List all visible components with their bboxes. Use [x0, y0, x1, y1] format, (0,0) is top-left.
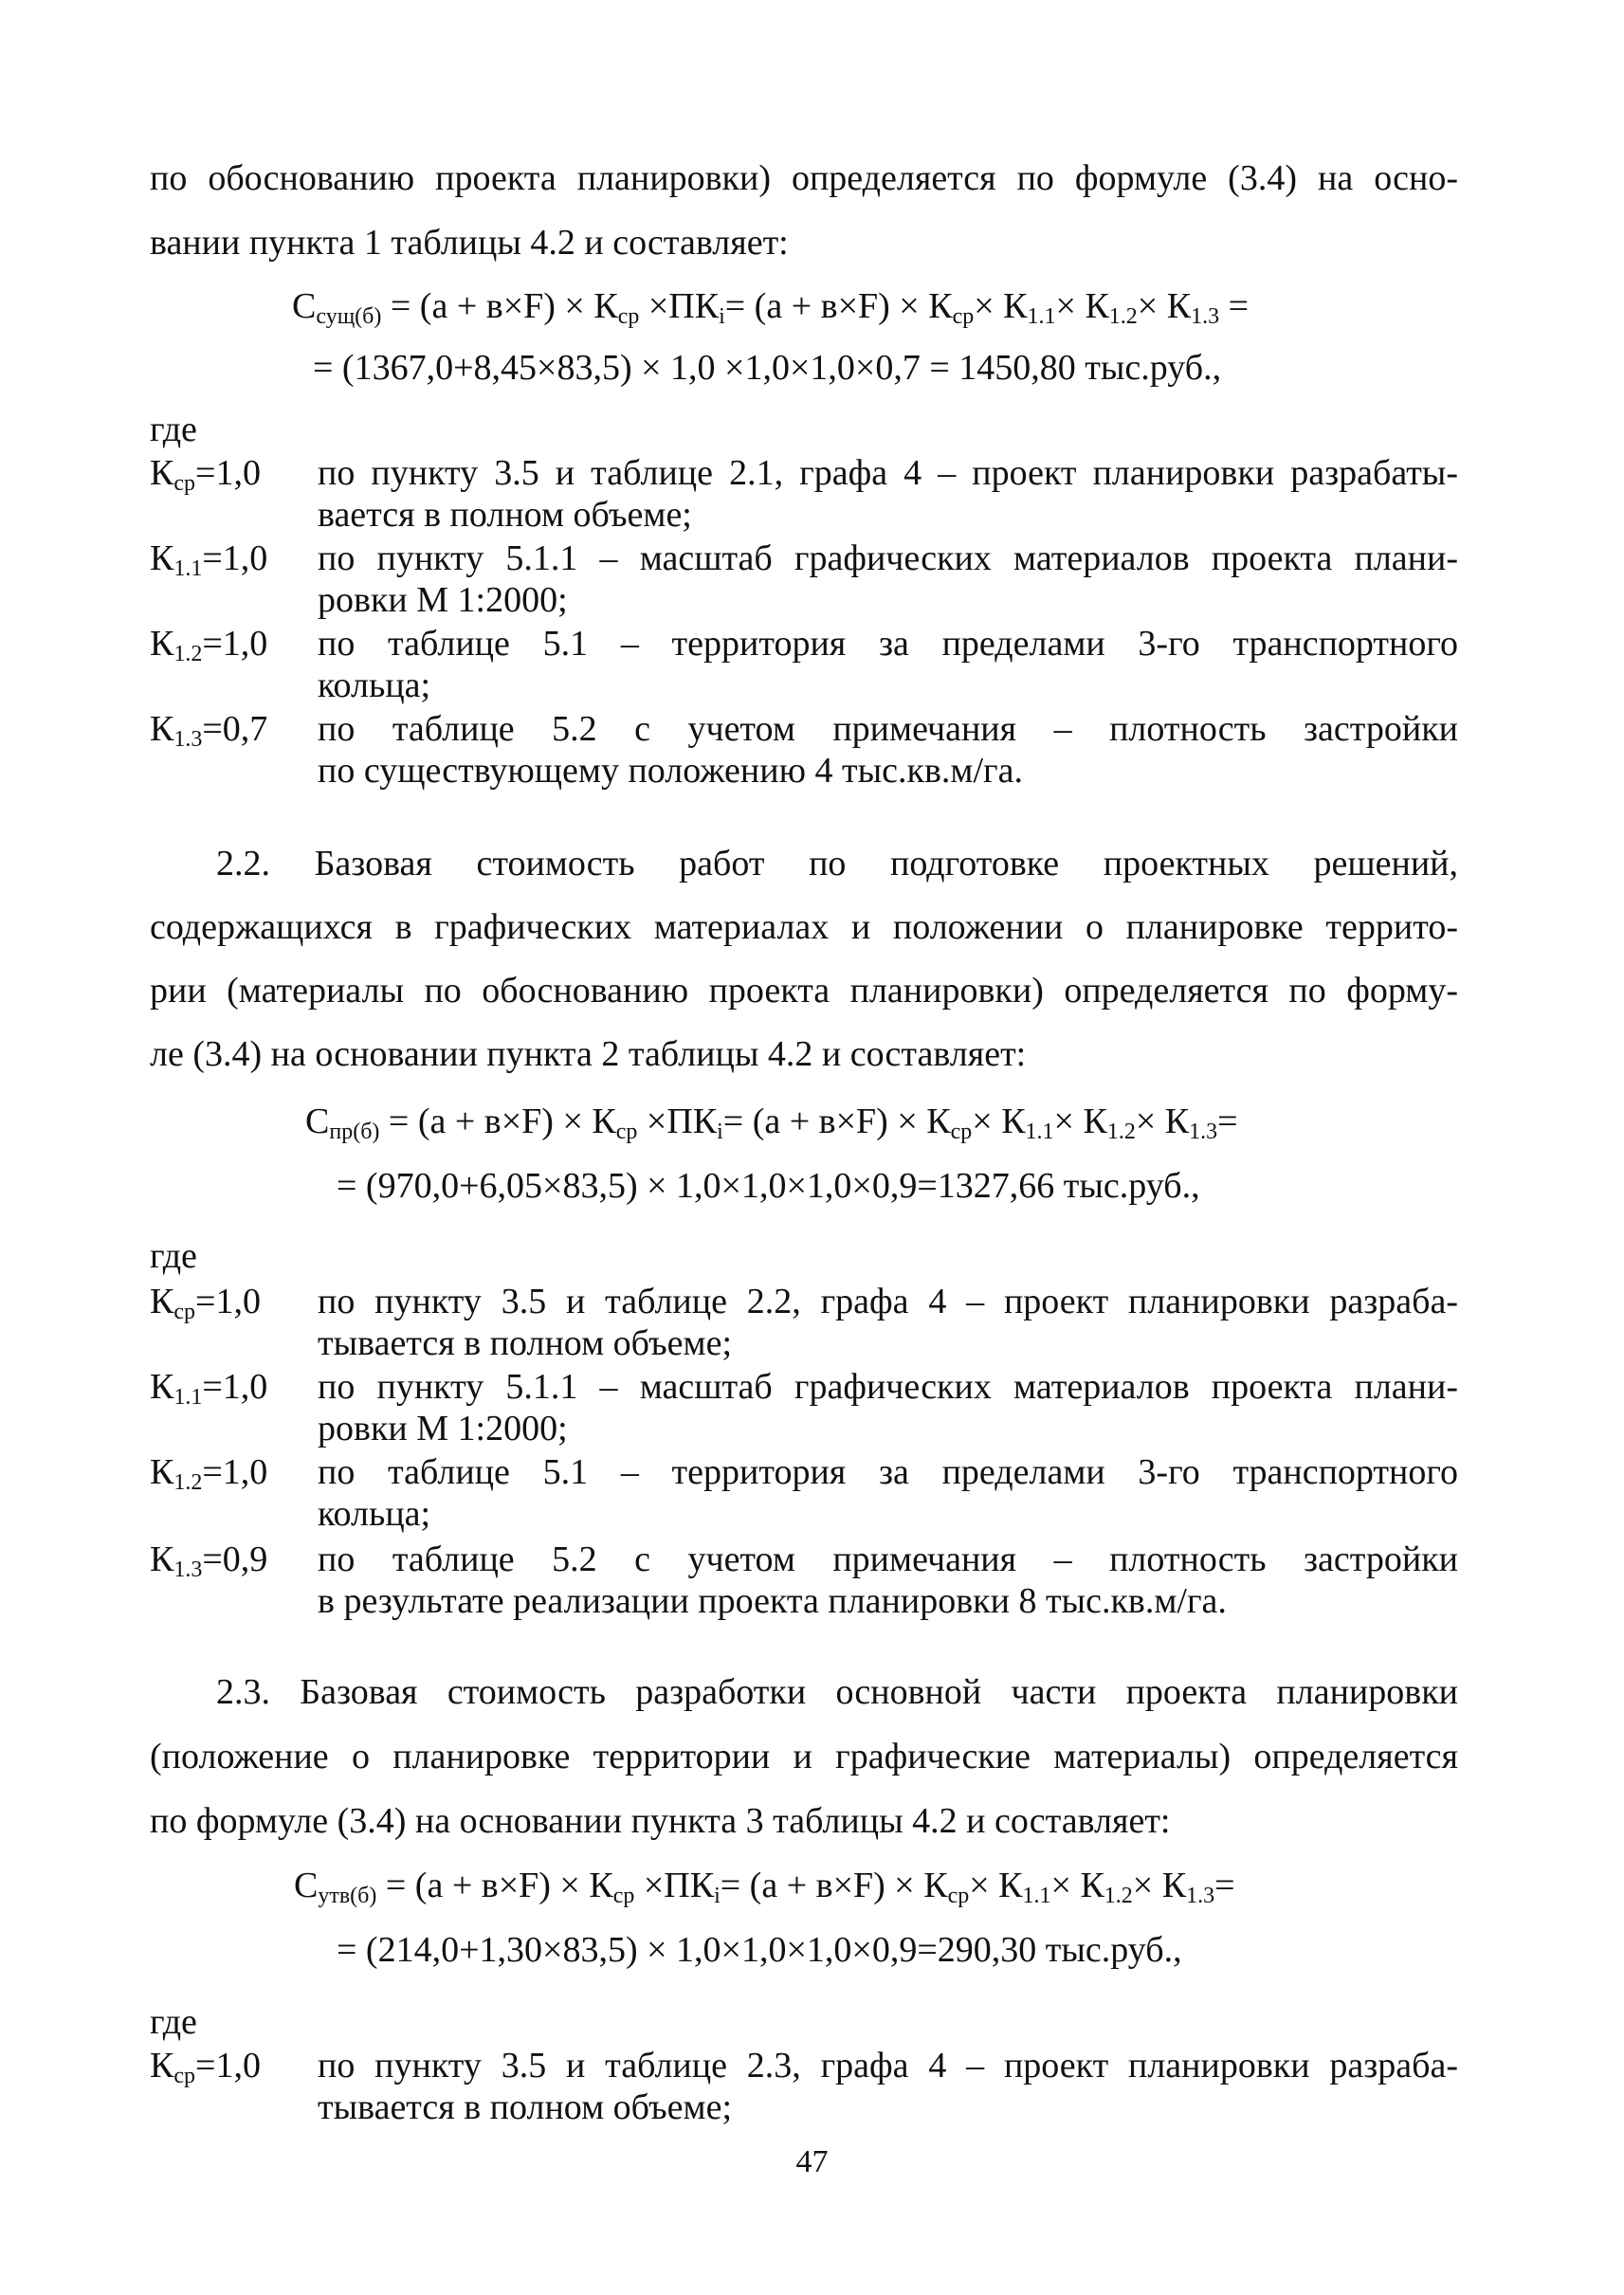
where-label: где [150, 410, 197, 449]
coef-definition: по таблице 5.2 с учетом примечания – плотность застройки [318, 709, 1458, 749]
coef-label: $К_{1.1}=1,0$ [150, 538, 268, 581]
coef-label: $К_{1.2}=1,0$ [150, 624, 268, 666]
paragraph-line: 2.2. Базовая стоимость работ по подготовке проектных решений, [216, 844, 1458, 883]
formula-line: $С_{утв(б)} = (а + в\times F) \times К_{ср} \times ПК_i= (а + в\times F) \times К_{ср}\times К_{1.1}\times К_{1.2}\times К_{1.3}=$ [294, 1866, 1235, 1908]
paragraph-line: содержащихся в графических материалах и положении о планировке террито- [150, 907, 1458, 947]
formula-calc: = (214,0+1,30×83,5) × 1,0×1,0×1,0×0,9=290,30 тыс.руб., [337, 1930, 1182, 1970]
formula-calc: = (1367,0+8,45×83,5) × 1,0 ×1,0×1,0×0,7 = 1450,80 тыс.руб., [313, 348, 1222, 388]
coef-definition: по пункту 5.1.1 – масштаб графических материалов проекта плани- [318, 1367, 1458, 1407]
coef-label: $К_{1.3}=0,9$ [150, 1539, 268, 1582]
coef-definition: по таблице 5.1 – территория за пределами 3-го транспортного [318, 1452, 1458, 1492]
paragraph-line: по обоснованию проекта планировки) определяется по формуле (3.4) на осно- [150, 158, 1458, 198]
coef-definition: по пункту 3.5 и таблице 2.1, графа 4 – проект планировки разрабаты- [318, 453, 1458, 493]
paragraph-line: ле (3.4) на основании пункта 2 таблицы 4.2 и составляет: [150, 1034, 1027, 1074]
formula-line: $С_{пр(б)} = (а + в\times F) \times К_{ср} \times ПК_i= (а + в\times F) \times К_{ср}\times К_{1.1}\times К_{1.2}\times К_{1.3}=$ [305, 1102, 1238, 1144]
coef-label: $К_{ср}=1,0$ [150, 2046, 261, 2088]
coef-label: $К_{1.3}=0,7$ [150, 709, 268, 752]
coef-definition: вается в полном объеме; [318, 495, 692, 535]
page-number: 47 [795, 2144, 829, 2179]
coef-label: $К_{1.2}=1,0$ [150, 1452, 268, 1495]
where-label: где [150, 2002, 197, 2042]
paragraph-line: по формуле (3.4) на основании пункта 3 таблицы 4.2 и составляет: [150, 1801, 1171, 1841]
coef-definition: кольца; [318, 1494, 431, 1534]
formula-line: $С_{сущ(б)} = (а + в\times F) \times К_{ср} \times ПК_i= (а + в\times F) \times К_{ср}\times К_{1.1}\times К_{1.2}\times К_{1.3}$ = [292, 286, 1250, 329]
coef-definition: по пункту 3.5 и таблице 2.2, графа 4 – проект планировки разраба- [318, 1282, 1458, 1321]
coef-definition: по таблице 5.2 с учетом примечания – плотность застройки [318, 1539, 1458, 1579]
coef-definition: по пункту 5.1.1 – масштаб графических материалов проекта плани- [318, 538, 1458, 578]
coef-definition: по пункту 3.5 и таблице 2.3, графа 4 – проект планировки разраба- [318, 2046, 1458, 2086]
coef-definition: по существующему положению 4 тыс.кв.м/га. [318, 751, 1023, 791]
coef-label: $К_{ср}=1,0$ [150, 1282, 261, 1324]
coef-label: $К_{1.1}=1,0$ [150, 1367, 268, 1410]
paragraph-line: 2.3. Базовая стоимость разработки основной части проекта планировки [216, 1672, 1458, 1712]
coef-definition: кольца; [318, 665, 431, 705]
coef-definition: тывается в полном объеме; [318, 2087, 732, 2127]
where-label: где [150, 1236, 197, 1276]
formula-calc: = (970,0+6,05×83,5) × 1,0×1,0×1,0×0,9=1327,66 тыс.руб., [337, 1166, 1200, 1206]
coef-label: $К_{ср}=1,0$ [150, 453, 261, 496]
coef-definition: по таблице 5.1 – территория за пределами 3-го транспортного [318, 624, 1458, 664]
coef-definition: ровки М 1:2000; [318, 580, 568, 620]
paragraph-line: вании пункта 1 таблицы 4.2 и составляет: [150, 223, 789, 263]
coef-definition: в результате реализации проекта планировки 8 тыс.кв.м/га. [318, 1581, 1227, 1621]
coef-definition: тывается в полном объеме; [318, 1323, 732, 1363]
coef-definition: ровки М 1:2000; [318, 1409, 568, 1448]
paragraph-line: рии (материалы по обоснованию проекта планировки) определяется по форму- [150, 971, 1458, 1011]
paragraph-line: (положение о планировке территории и графические материалы) определяется [150, 1737, 1458, 1776]
